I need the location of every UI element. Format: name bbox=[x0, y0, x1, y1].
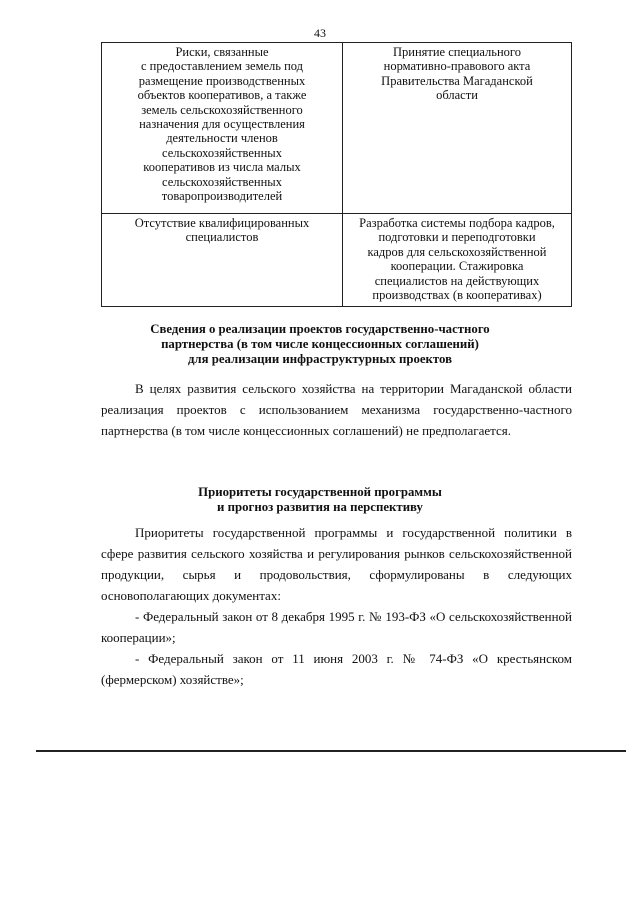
table-row bbox=[102, 43, 572, 214]
footer-divider bbox=[36, 750, 626, 752]
risk-measures-table bbox=[101, 42, 572, 307]
section-heading-priorities: Приоритеты государственной программы и прогноз развития на перспективу bbox=[198, 485, 442, 514]
measure-cell: Принятие специального нормативно-правового акта Правительства Магаданской области bbox=[343, 43, 572, 214]
risk-cell: Риски, связанные с предоставлением земель под размещение производственных объектов кооперативов, а также земель сельскохозяйственного назначения для осуществления деятельности членов сельскохозяйственных кооперативов из числа малых сельскохозяйственных товаропроизводителей bbox=[102, 43, 343, 214]
paragraph: Приоритеты государственной программы и государственной политики в сфере развития сельского хозяйства и регулирования рынков сельскохозяйственной продукции, сырья и продовольствия, сформулированы в следующих основополагающих документах: bbox=[101, 525, 572, 603]
section-body-ppp bbox=[101, 378, 572, 441]
risk-cell: Отсутствие квалифицированных специалистов bbox=[102, 214, 343, 307]
list-item: - Федеральный закон от 8 декабря 1995 г. № 193-ФЗ «О сельскохозяйственной кооперации»; bbox=[101, 609, 572, 645]
section-body-priorities bbox=[101, 522, 572, 690]
table-row bbox=[102, 214, 572, 307]
measure-cell: Разработка системы подбора кадров, подготовки и переподготовки кадров для сельскохозяйственной кооперации. Стажировка специалистов на действующих производствах (в кооперативах) bbox=[343, 214, 572, 307]
paragraph: В целях развития сельского хозяйства на территории Магаданской области реализация проектов с использованием механизма государственно-частного партнерства (в том числе концессионных соглашений) не предполагается. bbox=[101, 381, 572, 438]
page-number: 43 bbox=[314, 26, 326, 40]
list-item: - Федеральный закон от 11 июня 2003 г. № 74-ФЗ «О крестьянском (фермерском) хозяйстве»; bbox=[101, 651, 572, 687]
section-heading-ppp: Сведения о реализации проектов государственно-частного партнерства (в том числе концессионных соглашений) для реализации инфраструктурных проектов bbox=[150, 322, 490, 366]
